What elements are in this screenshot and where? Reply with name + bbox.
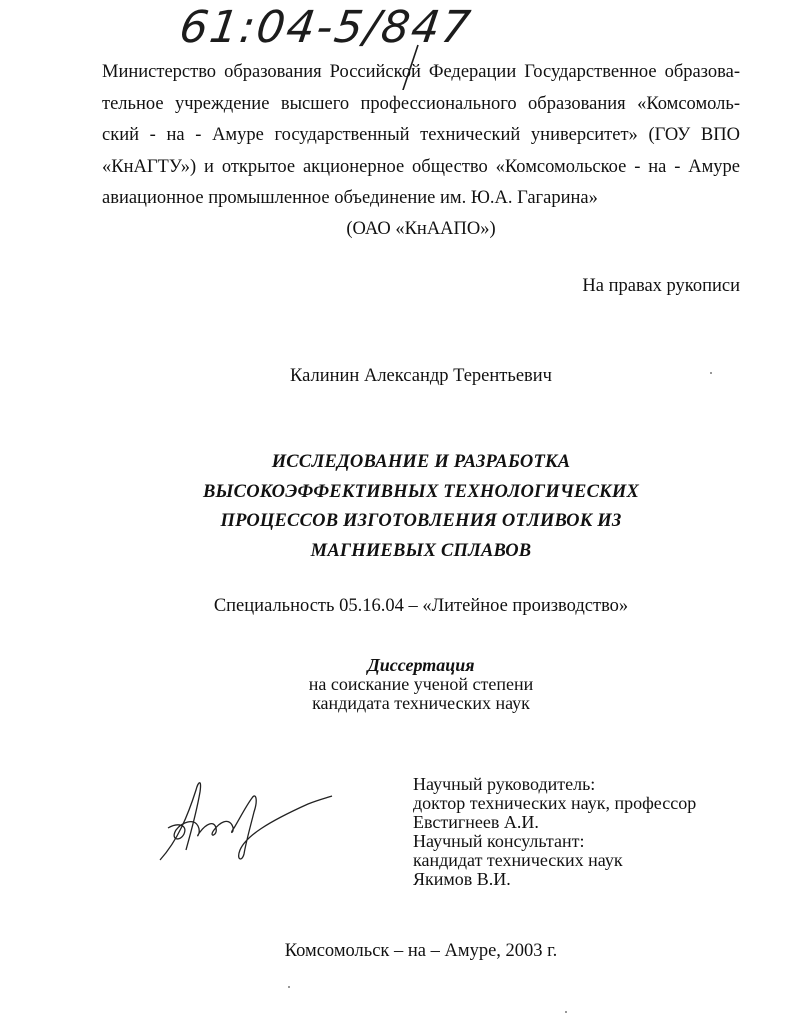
scan-speck xyxy=(288,986,290,988)
title-line: ВЫСОКОЭФФЕКТИВНЫХ ТЕХНОЛОГИЧЕСКИХ xyxy=(203,481,639,502)
degree-line: кандидата технических наук xyxy=(312,693,530,713)
place-year: Комсомольск – на – Амуре, 2003 г. xyxy=(284,941,558,961)
consultant-name: Якимов В.И. xyxy=(413,869,511,889)
supervisor-label: Научный руководитель: xyxy=(413,774,596,794)
header-line: ский - на - Амуре государственный технический университет» (ГОУ ВПО xyxy=(102,125,740,145)
supervisor-title: доктор технических наук, профессор xyxy=(413,793,697,813)
title-line: МАГНИЕВЫХ СПЛАВОВ xyxy=(310,540,532,561)
consultant-title: кандидат технических наук xyxy=(413,850,623,870)
handwritten-number: 61:04-5/847 xyxy=(176,2,476,53)
author-name: Калинин Александр Терентьевич xyxy=(290,366,552,386)
advisors-block xyxy=(413,775,696,889)
degree-heading: Диссертация xyxy=(367,655,475,675)
header-line: Министерство образования Российской Федерации Государственное образова- xyxy=(102,62,740,82)
header-line: авиационное промышленное объединение им. Ю.А. Гагарина» xyxy=(102,188,598,208)
dissertation-title xyxy=(102,448,740,566)
org-short-name: (ОАО «КнААПО») xyxy=(346,219,496,239)
title-line: ИССЛЕДОВАНИЕ И РАЗРАБОТКА xyxy=(271,452,571,472)
header-line: «КнАГТУ») и открытое акционерное общество «Комсомольское - на - Амуре xyxy=(102,156,740,177)
header-block xyxy=(102,57,740,215)
header-line: тельное учреждение высшего профессионального образования «Комсомоль- xyxy=(102,93,740,114)
degree-line: на соискание ученой степени xyxy=(308,674,534,694)
consultant-label: Научный консультант: xyxy=(413,831,585,851)
scan-speck xyxy=(710,372,712,374)
manuscript-rights: На правах рукописи xyxy=(582,276,740,296)
scan-speck xyxy=(565,1011,567,1013)
supervisor-name: Евстигнеев А.И. xyxy=(413,812,539,832)
specialty: Специальность 05.16.04 – «Литейное производство» xyxy=(213,596,629,616)
degree-block xyxy=(102,656,740,713)
title-line: ПРОЦЕССОВ ИЗГОТОВЛЕНИЯ ОТЛИВОК ИЗ xyxy=(220,511,622,531)
signature xyxy=(148,770,338,870)
